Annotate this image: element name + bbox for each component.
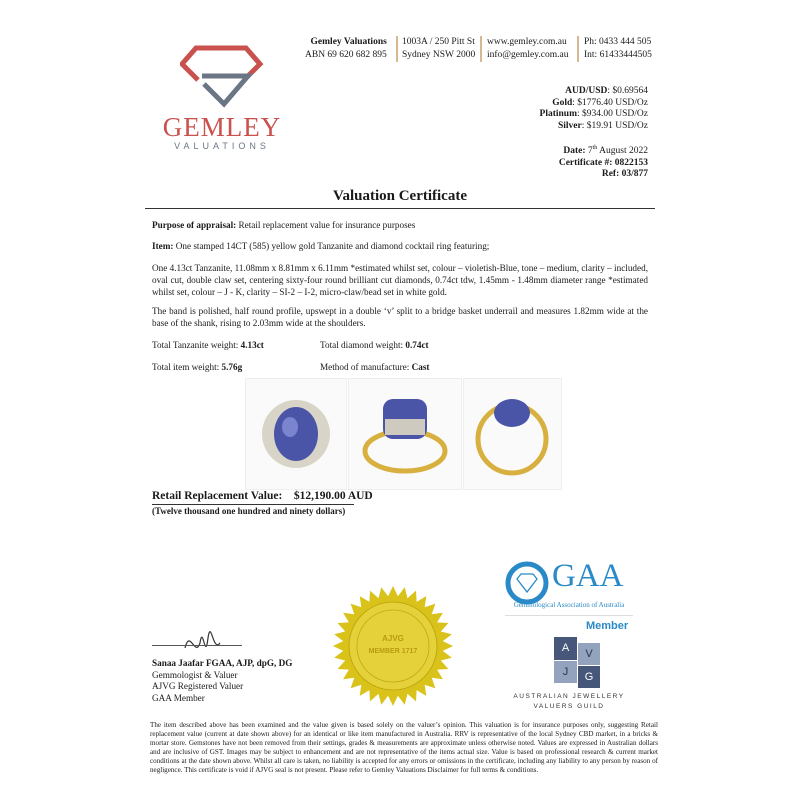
ring-photo-side xyxy=(348,378,462,490)
ref-number: 03/877 xyxy=(621,169,648,180)
date-value: August 2022 xyxy=(599,146,648,157)
rate-value: : $0.69564 xyxy=(607,86,648,96)
rate-label: Gold xyxy=(552,97,573,108)
page-title: Valuation Certificate xyxy=(332,188,467,204)
signature-line xyxy=(152,645,242,646)
purpose-label: Purpose of appraisal: xyxy=(152,220,237,230)
title-rule xyxy=(145,208,655,209)
rate-label: Platinum xyxy=(539,109,577,119)
website-link[interactable]: www.gemley.com.au xyxy=(487,37,567,47)
phone-intl: Int: 61433444505 xyxy=(584,50,652,60)
ring-photo-top xyxy=(245,378,347,490)
divider xyxy=(480,36,482,62)
ajvg-name-line: VALUERS GUILD xyxy=(533,703,605,710)
diamond-weight-label: Total diamond weight: xyxy=(320,340,404,350)
disclaimer: The item described above has been examined and the value given is based solely on the valuer’s opinion. This valuation is for insurance purposes only, suggesting Retail replacement value (current at date shown above) for an identical or like item manufactured in Australia. RRV is representative of the local Sydney CBD market, in a bricks & mortar store. Gemstones have not been removed from their settings, grades & measurements are approximate unless otherwise noted. Values are expressed in Australian dollars and are inclusive of GST. Images may be subject to enhancement and are not representative of the items actual size. Value is based on professional research & current market conditions at the date shown above. Whilst all care is taken, no liability is accepted for any errors or omissions in the certificate, including any liability to any person by reason of negligence. This certificate is void if AJVG seal is not present. Please refer to Gemley Valuations Disclaimer for full terms & conditions. xyxy=(150,721,658,774)
rate-value: : $1776.40 USD/Oz xyxy=(572,97,648,108)
cert-number: 0822153 xyxy=(614,157,648,168)
gaa-member: Member xyxy=(586,620,629,632)
header-company xyxy=(305,36,387,62)
weights-row xyxy=(152,339,648,351)
ajvg-letter: V xyxy=(578,643,600,665)
signer-title: AJVG Registered Valuer xyxy=(152,681,244,691)
svg-text:MEMBER 1717: MEMBER 1717 xyxy=(368,648,418,655)
email-link[interactable]: info@gemley.com.au xyxy=(487,50,569,60)
signer-name: Sanaa Jaafar FGAA, AJP, dpG, DG xyxy=(152,658,293,668)
date-sup: th xyxy=(592,145,598,151)
description: One 4.13ct Tanzanite, 11.08mm x 8.81mm x 6.11mm *estimated whilst set, colour – violetish-Blue, tone – medium, clarity – included, oval cut, double claw set, centering sixty-four round brilliant cut diamonds, 0.74ct tdw, 1.45mm - 1.48mm diameter range *estimated whilst set, colour – J - K, clarity – SI-2 – I-2, micro-claw/bead set in white gold. xyxy=(152,263,648,297)
item-weight-label: Total item weight: xyxy=(152,362,220,372)
header-address xyxy=(402,36,475,62)
band-description: The band is polished, half round profile, upswept in a double ‘v’ split to a bridge basket underrail and measures 1.82mm wide at the base of the shank, rising to 2.03mm wide at the shoulders. xyxy=(152,306,648,328)
tanzanite-weight-label: Total Tanzanite weight: xyxy=(152,340,239,350)
date-label: Date: xyxy=(563,146,586,157)
gaa-full: Gemmological Association of Australia xyxy=(513,601,625,609)
company-name: Gemley Valuations xyxy=(310,37,387,47)
tanzanite-weight: 4.13ct xyxy=(240,340,264,350)
retail-value xyxy=(152,490,373,502)
item-label: Item: xyxy=(152,241,174,251)
certificate-meta xyxy=(559,143,648,181)
rate-label: Silver xyxy=(558,120,582,131)
purpose xyxy=(152,219,648,231)
date-day: 7 xyxy=(587,146,593,157)
metal-rates xyxy=(540,86,648,132)
signer-title: GAA Member xyxy=(152,692,205,703)
ajvg-name-line: AUSTRALIAN JEWELLERY xyxy=(513,693,625,700)
svg-text:AJVG: AJVG xyxy=(382,634,404,643)
ajvg-logo xyxy=(554,637,602,685)
ajvg-letter: A xyxy=(554,637,577,660)
cert-label: Certificate #: xyxy=(558,157,613,168)
diamond-weight: 0.74ct xyxy=(405,340,429,350)
item-weight: 5.76g xyxy=(221,362,243,372)
rate-label: AUD/USD xyxy=(565,86,608,96)
weights-row xyxy=(152,361,648,373)
phone: Ph: 0433 444 505 xyxy=(584,37,652,47)
gaa-emblem-icon xyxy=(505,561,549,605)
rate-value: : $934.00 USD/Oz xyxy=(577,109,648,119)
address-line: Sydney NSW 2000 xyxy=(402,50,476,60)
gaa-name: GAA xyxy=(552,558,624,594)
purpose-value: Retail replacement value for insurance purposes xyxy=(238,220,416,230)
method-label: Method of manufacture: xyxy=(320,362,410,372)
retail-value-label: Retail Replacement Value: xyxy=(152,490,283,502)
divider xyxy=(396,36,398,62)
ajvg-letter: J xyxy=(554,661,577,683)
divider xyxy=(505,615,633,616)
logo-sub: VALUATIONS xyxy=(174,141,270,151)
address-line: 1003A / 250 Pitt St xyxy=(402,37,475,47)
divider xyxy=(577,36,579,62)
item-value: One stamped 14CT (585) yellow gold Tanzanite and diamond cocktail ring featuring; xyxy=(175,241,490,251)
ajvg-gold-seal-icon xyxy=(332,585,454,707)
rate-value: : $19.91 USD/Oz xyxy=(581,120,648,131)
retail-value-words: (Twelve thousand one hundred and ninety dollars) xyxy=(152,504,354,516)
item xyxy=(152,240,648,252)
signer-block xyxy=(152,658,292,704)
retail-value-amount: $12,190.00 AUD xyxy=(293,490,373,502)
ref-label: Ref: xyxy=(601,169,620,180)
ring-photo-back xyxy=(463,378,562,490)
signature-icon xyxy=(175,618,225,663)
ajvg-name xyxy=(505,692,633,712)
method-value: Cast xyxy=(411,362,430,372)
logo-name: GEMLEY xyxy=(162,112,282,142)
gemley-diamond-logo-icon xyxy=(180,44,264,110)
ajvg-letter: G xyxy=(578,666,600,688)
abn: ABN 69 620 682 895 xyxy=(305,50,387,60)
signer-title: Gemmologist & Valuer xyxy=(152,669,238,680)
